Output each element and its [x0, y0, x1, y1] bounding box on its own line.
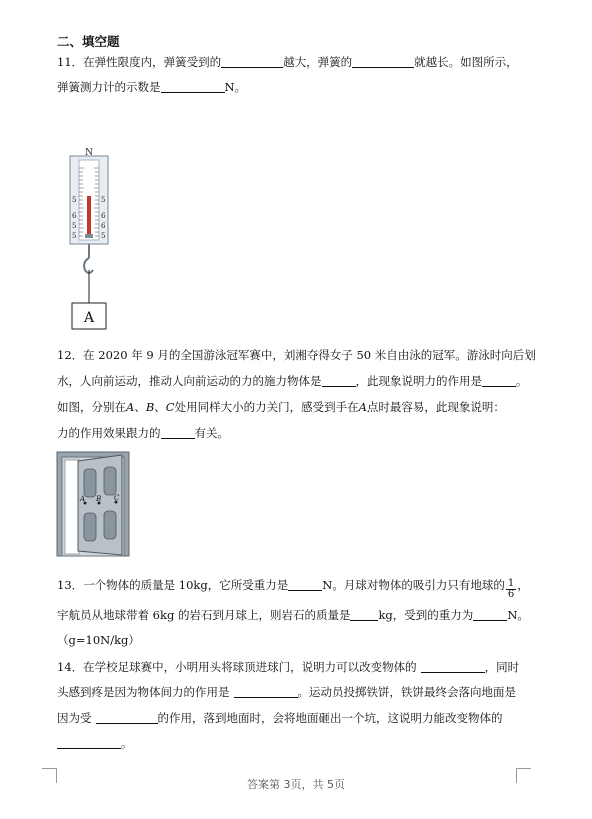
scale-tick-left: 6: [72, 212, 77, 220]
answer-blank[interactable]: [473, 608, 507, 621]
door-point-b: B: [96, 495, 102, 503]
spring-scale-figure: [62, 146, 118, 334]
answer-blank[interactable]: [161, 426, 195, 439]
q12-line4: 力的作用效果跟力的 有关。: [57, 426, 229, 440]
q11-line1: 11．在弹性限度内，弹簧受到的 越大，弹簧的 就越长。如图所示，: [57, 55, 518, 69]
scale-tick-right: 5: [101, 232, 106, 240]
door-point-c: C: [114, 494, 120, 502]
scale-tick-right: 6: [101, 222, 106, 230]
q14-line1: 14．在学校足球赛中，小明用头将球顶进球门，说明力可以改变物体的 ，同时: [57, 660, 520, 674]
q13-line2: 宇航员从地球带着 6kg 的岩石到月球上，则岩石的质量是 kg，受到的重力为 N。: [57, 608, 529, 622]
answer-blank[interactable]: [161, 80, 225, 93]
page-footer: 答案第 3页，共 5页: [247, 778, 345, 791]
answer-blank[interactable]: [482, 374, 516, 387]
q14-line4: 。: [57, 735, 133, 751]
answer-blank[interactable]: [350, 608, 378, 621]
block-label: A: [83, 310, 95, 326]
scale-tick-left: 5: [72, 222, 77, 230]
door-point-a: A: [80, 495, 86, 503]
answer-blank[interactable]: [288, 578, 322, 591]
q14-line2: 头感到疼是因为物体间力的作用是 。运动员投掷铁饼，铁饼最终会落向地面是: [57, 685, 516, 699]
q14-line3: 因为受 的作用，落到地面时，会将地面砸出一个坑，这说明力能改变物体的: [57, 711, 503, 725]
scale-tick-left: 5: [72, 196, 77, 204]
fraction: $\frac{1}{6}$: [507, 578, 515, 600]
q12-line2: 水，人向前运动，推动人向前运动的力的施力物体是 ，此现象说明力的作用是 。: [57, 374, 528, 388]
door-figure: [56, 451, 132, 559]
answer-blank[interactable]: [421, 660, 485, 673]
scale-tick-right: 5: [101, 196, 106, 204]
answer-blank[interactable]: [57, 736, 121, 749]
answer-blank[interactable]: [322, 374, 356, 387]
answer-blank[interactable]: [221, 55, 283, 68]
answer-blank[interactable]: [352, 55, 414, 68]
q12-line3: 如图，分别在A、B、C处用同样大小的力关门，感受到手在A点时最容易，此现象说明：: [57, 400, 505, 414]
q13-line3: （g=10N/kg）: [57, 633, 140, 647]
scale-tick-left: 5: [72, 232, 77, 240]
answer-blank[interactable]: [234, 685, 298, 698]
q11-line2: 弹簧测力计的示数是 N。: [57, 80, 247, 94]
scale-indicator: [87, 196, 91, 236]
q12-line1: 12．在 2020 年 9 月的全国游泳冠军赛中，刘湘夺得女子 50 米自由泳的冠军。游泳时向后划: [57, 348, 536, 362]
answer-blank[interactable]: [96, 711, 158, 724]
q13-line1: 13．一个物体的质量是 10kg，它所受重力是 N。月球对物体的吸引力只有地球的 $\frac{1}{6}$ ，: [57, 578, 529, 600]
scale-unit: N: [85, 148, 93, 158]
section-title: 二、填空题: [57, 34, 120, 49]
scale-tick-right: 6: [101, 212, 106, 220]
